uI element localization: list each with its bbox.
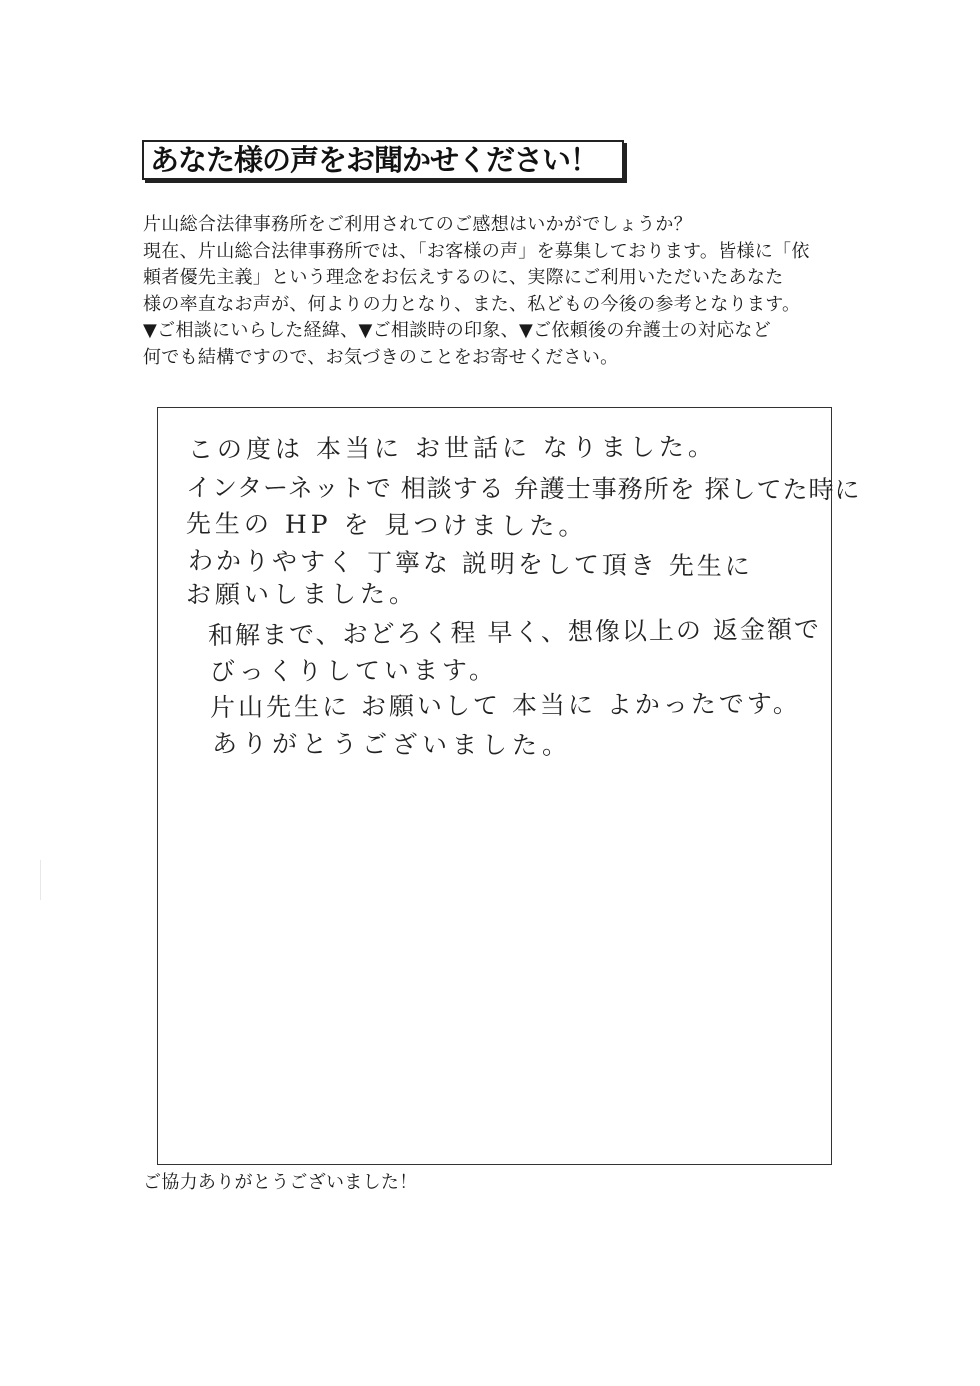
closing-thanks: ご協力ありがとうございました！ <box>143 1172 418 1193</box>
handwritten-line: お願いしました。 <box>185 579 419 609</box>
page-title: あなた様の声をお聞かせください！ <box>150 142 599 177</box>
handwritten-line: インターネットで 相談する 弁護士事務所を 探してた時に <box>185 473 861 505</box>
intro-line: ▼ご相談にいらした経緯、▼ご相談時の印象、▼ご依頼後の弁護士の対応など <box>143 320 772 341</box>
handwritten-line: この度は 本当に お世話に なりました。 <box>187 432 717 464</box>
handwritten-line: ありがとうございました。 <box>211 729 573 760</box>
handwritten-line: 和解まで、おどろく程 早く、想像以上の 返金額で <box>207 614 822 650</box>
intro-line: 何でも結構ですので、お気づきのことをお寄せください。 <box>143 346 619 368</box>
intro-line: 現在、片山総合法律事務所では、「お客様の声」を募集しております。皆様に「依 <box>143 240 810 262</box>
scan-artifact <box>40 860 41 900</box>
intro-line: 頼者優先主義」という理念をお伝えするのに、実際にご利用いただいたあなた <box>143 267 784 288</box>
answer-box <box>157 407 861 1165</box>
handwritten-line: 片山先生に お願いして 本当に よかったです。 <box>209 688 801 722</box>
handwritten-line: わかりやすく 丁寧な 説明をして頂き 先生に <box>187 546 753 581</box>
intro-line: 様の率直なお声が、何よりの力となり、また、私どもの今後の参考となります。 <box>143 293 801 315</box>
intro-paragraph <box>143 212 843 371</box>
intro-line: 片山総合法律事務所をご利用されてのご感想はいかがでしょうか？ <box>143 214 692 235</box>
heading-box <box>142 140 624 180</box>
handwritten-line: 先生の HP を 見つけました。 <box>185 509 588 541</box>
handwritten-line: びっくりしています。 <box>209 655 499 686</box>
